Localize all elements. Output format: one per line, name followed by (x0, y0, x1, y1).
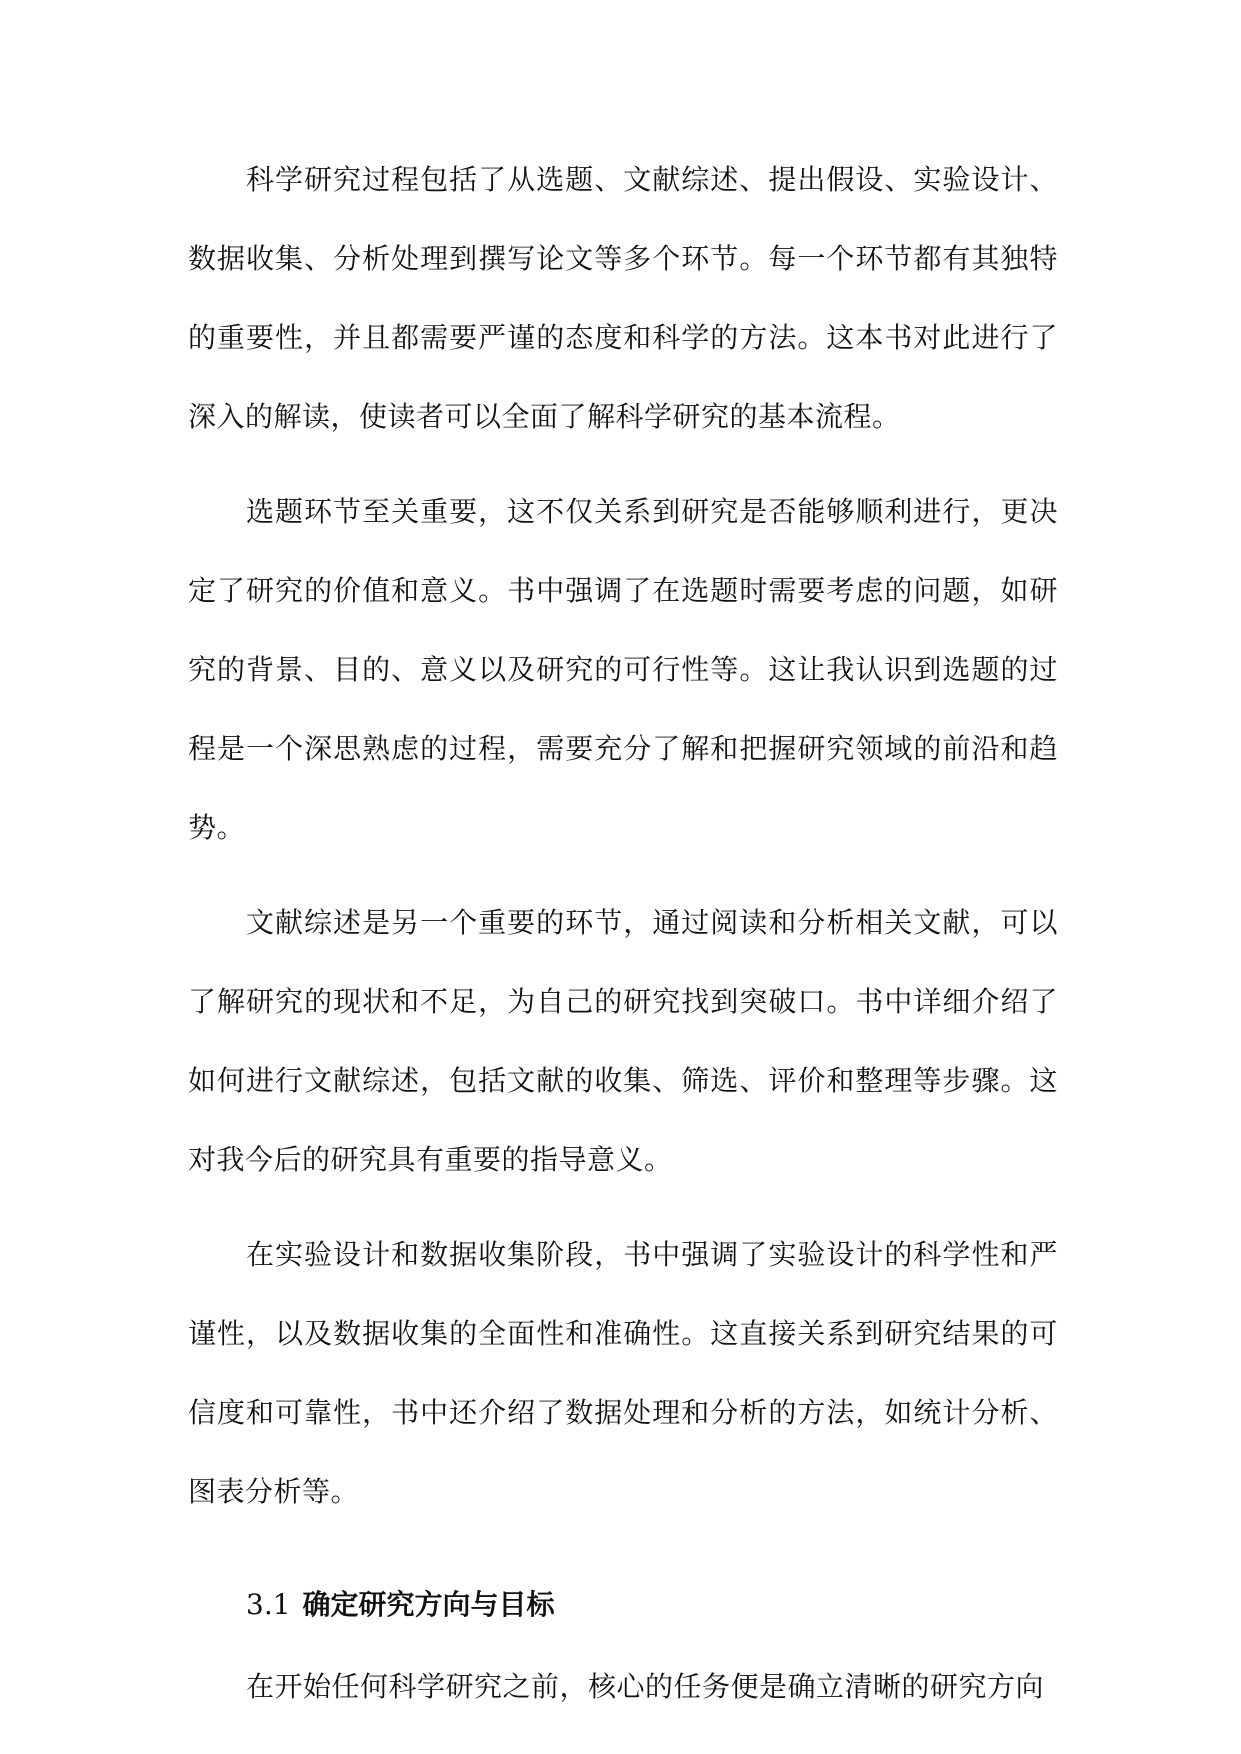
paragraph-research-process: 科学研究过程包括了从选题、文献综述、提出假设、实验设计、数据收集、分析处理到撰写论文等多个环节。每一个环节都有其独特的重要性，并且都需要严谨的态度和科学的方法。这本书对此进行了深入的解读，使读者可以全面了解科学研究的基本流程。 (188, 163, 1058, 433)
section-number: 3.1 (246, 1588, 291, 1621)
section-title: 确定研究方向与目标 (302, 1588, 555, 1621)
section-heading (188, 1575, 1058, 1635)
paragraph-research-direction: 在开始任何科学研究之前，核心的任务便是确立清晰的研究方向 (246, 1670, 1045, 1703)
paragraph-experiment-design: 在实验设计和数据收集阶段，书中强调了实验设计的科学性和严谨性，以及数据收集的全面性和准确性。这直接关系到研究结果的可信度和可靠性，书中还介绍了数据处理和分析的方法，如统计分析、图表分析等。 (188, 1238, 1058, 1508)
paragraph-literature-review: 文献综述是另一个重要的环节，通过阅读和分析相关文献，可以了解研究的现状和不足，为自己的研究找到突破口。书中详细介绍了如何进行文献综述，包括文献的收集、筛选、评价和整理等步骤。这对我今后的研究具有重要的指导意义。 (188, 906, 1058, 1176)
document-page (188, 140, 1058, 1726)
paragraph-topic-selection: 选题环节至关重要，这不仅关系到研究是否能够顺利进行，更决定了研究的价值和意义。书中强调了在选题时需要考虑的问题，如研究的背景、目的、意义以及研究的可行性等。这让我认识到选题的过程是一个深思熟虑的过程，需要充分了解和把握研究领域的前沿和趋势。 (188, 495, 1058, 844)
